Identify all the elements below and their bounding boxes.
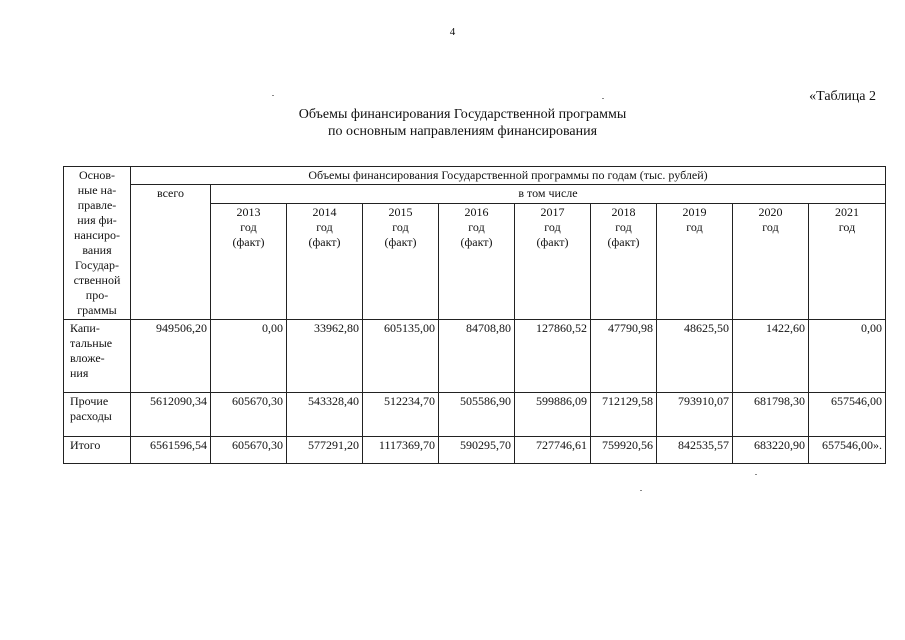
scan-speck bbox=[755, 474, 757, 475]
row-total: 6561596,54 bbox=[131, 437, 211, 464]
financing-table bbox=[63, 166, 886, 464]
year-value: 48625,50 bbox=[657, 320, 733, 393]
table-row bbox=[64, 393, 886, 437]
year-header-note: (факт) bbox=[308, 235, 341, 249]
year-value: 1422,60 bbox=[733, 320, 809, 393]
year-value: 712129,58 bbox=[591, 393, 657, 437]
direction-header-line: ные на- bbox=[77, 183, 117, 197]
year-value: 590295,70 bbox=[439, 437, 515, 464]
year-header-word: год bbox=[316, 220, 333, 234]
year-value: 605670,30 bbox=[211, 393, 287, 437]
year-header bbox=[439, 204, 515, 320]
year-value: 681798,30 bbox=[733, 393, 809, 437]
year-header bbox=[211, 204, 287, 320]
year-header-word: год bbox=[468, 220, 485, 234]
year-value: 605670,30 bbox=[211, 437, 287, 464]
year-header bbox=[515, 204, 591, 320]
direction-header-line: Государ- bbox=[74, 258, 120, 272]
year-header bbox=[363, 204, 439, 320]
year-value: 84708,80 bbox=[439, 320, 515, 393]
year-header bbox=[809, 204, 886, 320]
year-header-word: год bbox=[686, 220, 703, 234]
year-value: 599886,09 bbox=[515, 393, 591, 437]
year-header-note: (факт) bbox=[384, 235, 417, 249]
row-label bbox=[64, 320, 131, 393]
year-header-note: (факт) bbox=[536, 235, 569, 249]
year-value: 657546,00». bbox=[809, 437, 886, 464]
year-value: 657546,00 bbox=[809, 393, 886, 437]
direction-header-line: ственной bbox=[73, 273, 121, 287]
table-row bbox=[64, 437, 886, 464]
year-header-note: (факт) bbox=[232, 235, 265, 249]
year-header-word: год bbox=[615, 220, 632, 234]
scan-speck bbox=[640, 490, 642, 491]
year-header-word: год bbox=[762, 220, 779, 234]
year-value: 505586,90 bbox=[439, 393, 515, 437]
year-value: 47790,98 bbox=[591, 320, 657, 393]
year-value: 605135,00 bbox=[363, 320, 439, 393]
year-header-year: 2018 bbox=[611, 205, 636, 219]
direction-header-line: вания bbox=[82, 243, 112, 257]
year-header bbox=[657, 204, 733, 320]
year-value: 577291,20 bbox=[287, 437, 363, 464]
year-header-year: 2019 bbox=[682, 205, 707, 219]
year-value: 727746,61 bbox=[515, 437, 591, 464]
row-label-line: Прочие bbox=[70, 394, 109, 408]
year-header-word: год bbox=[240, 220, 257, 234]
year-header-year: 2020 bbox=[758, 205, 783, 219]
direction-header-line: ния фи- bbox=[77, 213, 117, 227]
row-label-line: Капи- bbox=[70, 321, 100, 335]
year-value: 543328,40 bbox=[287, 393, 363, 437]
year-value: 127860,52 bbox=[515, 320, 591, 393]
year-header-year: 2017 bbox=[540, 205, 565, 219]
direction-header bbox=[64, 167, 131, 320]
row-label-line: Итого bbox=[70, 438, 101, 452]
row-label-line: тальные bbox=[70, 336, 113, 350]
document-title bbox=[0, 106, 905, 140]
year-header-year: 2015 bbox=[388, 205, 413, 219]
year-value: 842535,57 bbox=[657, 437, 733, 464]
row-label-line: вложе- bbox=[70, 351, 105, 365]
row-label-line: ния bbox=[70, 366, 89, 380]
year-header-note: (факт) bbox=[607, 235, 640, 249]
year-header-word: год bbox=[838, 220, 856, 234]
page-number: 4 bbox=[449, 26, 456, 38]
year-value: 512234,70 bbox=[363, 393, 439, 437]
year-value: 0,00 bbox=[211, 320, 287, 393]
year-value: 759920,56 bbox=[591, 437, 657, 464]
year-header bbox=[733, 204, 809, 320]
year-value: 793910,07 bbox=[657, 393, 733, 437]
scan-speck bbox=[602, 98, 604, 99]
scan-speck bbox=[272, 95, 274, 96]
title-line-1: Объемы финансирования Государственной программы bbox=[298, 107, 627, 122]
year-header-year: 2014 bbox=[312, 205, 337, 219]
direction-header-line: про- bbox=[85, 288, 109, 302]
direction-header-line: нансиро- bbox=[74, 228, 120, 242]
year-header-note: (факт) bbox=[460, 235, 493, 249]
year-value: 1117369,70 bbox=[363, 437, 439, 464]
row-label bbox=[64, 437, 131, 464]
direction-header-line: граммы bbox=[77, 303, 117, 317]
subgroup-header: в том числе bbox=[211, 185, 886, 204]
year-header-year: 2016 bbox=[464, 205, 489, 219]
direction-header-line: Основ- bbox=[78, 168, 116, 182]
year-header-word: год bbox=[544, 220, 561, 234]
group-header: Объемы финансирования Государственной программы по годам (тыс. рублей) bbox=[131, 167, 886, 185]
year-header bbox=[591, 204, 657, 320]
row-total: 5612090,34 bbox=[131, 393, 211, 437]
row-label-line: расходы bbox=[70, 409, 112, 423]
row-total: 949506,20 bbox=[131, 320, 211, 393]
table-row bbox=[64, 320, 886, 393]
direction-header-line: правле- bbox=[77, 198, 117, 212]
year-header-year: 2021 bbox=[835, 205, 859, 219]
year-header-year: 2013 bbox=[236, 205, 261, 219]
year-value: 683220,90 bbox=[733, 437, 809, 464]
year-header-word: год bbox=[392, 220, 409, 234]
year-header bbox=[287, 204, 363, 320]
total-header: всего bbox=[131, 185, 211, 320]
year-value: 0,00 bbox=[809, 320, 886, 393]
year-value: 33962,80 bbox=[287, 320, 363, 393]
title-line-2: по основным направлениям финансирования bbox=[327, 124, 598, 139]
row-label bbox=[64, 393, 131, 437]
table-label: «Таблица 2 bbox=[809, 89, 876, 104]
